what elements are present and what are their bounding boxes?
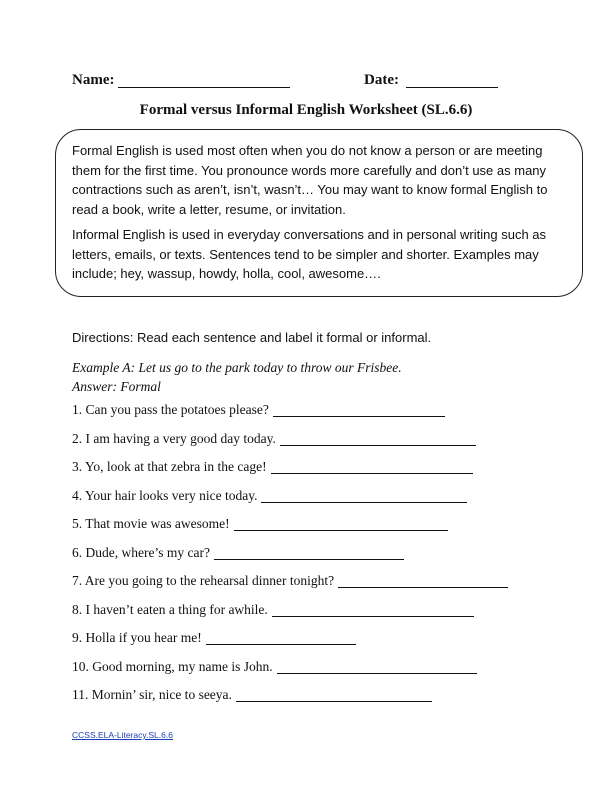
example-block [72, 358, 552, 396]
question-text: 7. Are you going to the rehearsal dinner tonight? [72, 573, 335, 588]
question-text: 11. Mornin’ sir, nice to seeya. [72, 687, 232, 702]
question-text: 6. Dude, where’s my car? [72, 544, 210, 560]
question-item [72, 488, 552, 517]
question-text: 10. Good morning, my name is John. [72, 658, 273, 674]
answer-blank-line [277, 659, 477, 674]
question-text: 9. Holla if you hear me! [72, 630, 202, 645]
question-item [72, 602, 552, 631]
example-sentence: Example A: Let us go to the park today to throw our Frisbee. [72, 360, 402, 375]
answer-blank-line [261, 488, 467, 503]
question-item [72, 431, 552, 460]
answer-blank-line [234, 516, 448, 531]
worksheet-header [72, 72, 542, 92]
answer-blank-line [272, 602, 474, 617]
answer-blank-line [236, 687, 432, 702]
question-item [72, 459, 552, 488]
info-box [55, 129, 583, 297]
directions-text: Directions: Read each sentence and label it formal or informal. [72, 330, 432, 345]
question-text: 1. Can you pass the potatoes please? [72, 402, 269, 417]
answer-blank-line [214, 545, 404, 560]
formal-english-paragraph: Formal English is used most often when you do not know a person or are meeting them for the first time. You pronounce words more carefully and don’t use as many contractions such as aren’t, isn’t, wasn’t… You may want to know formal English to read a book, write a letter, resume, or invitation. [72, 143, 548, 217]
informal-english-paragraph: Informal English is used in everyday conversations and in personal writing such as letters, emails, or texts. Sentences tend to be simpler and shorter. Examples may include; hey, wassup, howdy, holla, cool, awesome…. [72, 227, 547, 281]
question-item [72, 659, 552, 688]
question-item [72, 573, 552, 602]
answer-blank-line [271, 459, 473, 474]
name-label: Name: [72, 72, 115, 88]
ccss-standard-link[interactable]: CCSS.ELA-Literacy.SL.6.6 [72, 730, 173, 740]
date-blank-line [406, 73, 498, 88]
question-item [72, 687, 552, 716]
question-list [72, 402, 552, 716]
answer-blank-line [280, 431, 476, 446]
question-text: 2. I am having a very good day today. [72, 430, 276, 446]
answer-blank-line [273, 402, 445, 417]
question-item [72, 630, 552, 659]
answer-blank-line [206, 630, 356, 645]
question-text: 8. I haven’t eaten a thing for awhile. [72, 601, 268, 617]
question-item [72, 545, 552, 574]
question-item [72, 516, 552, 545]
name-blank-line [118, 73, 290, 88]
question-text: 3. Yo, look at that zebra in the cage! [72, 459, 267, 474]
answer-blank-line [338, 573, 508, 588]
question-text: 4. Your hair looks very nice today. [72, 487, 258, 503]
worksheet-title: Formal versus Informal English Worksheet (SL.6.6) [139, 102, 473, 118]
question-item [72, 402, 552, 431]
example-answer: Answer: Formal [72, 379, 161, 394]
date-label: Date: [364, 72, 399, 88]
question-text: 5. That movie was awesome! [72, 516, 230, 531]
